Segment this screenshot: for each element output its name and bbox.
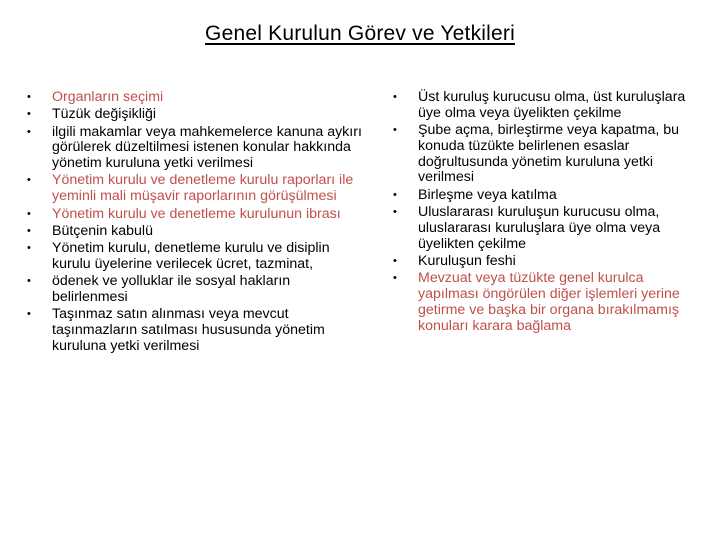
bullet-text: Şube açma, birleştirme veya kapatma, bu konuda tüzükte belirlenen esaslar doğrultusunda yönetim kuruluna yetki verilmesi (418, 122, 680, 186)
bullet-item (392, 123, 702, 186)
bullet-text: Yönetim kurulu ve denetleme kurulu raporları ile yeminli mali müşavir raporlarının görüşülmesi (52, 172, 354, 205)
bullet-text: Kuruluşun feshi (418, 252, 516, 269)
bullet-dot-icon: • (393, 188, 397, 201)
bullet-dot-icon: • (393, 254, 397, 267)
bullet-text: Yönetim kurulu, denetleme kurulu ve disiplin kurulu üyelerine verilecek ücret, tazminat, (52, 240, 330, 272)
bullet-dot-icon: • (393, 91, 397, 103)
bullet-item (26, 90, 366, 106)
bullet-item (26, 107, 366, 123)
bullet-text: ödenek ve yolluklar ile sosyal hakların belirlenmesi (52, 273, 291, 306)
left-bullet-list (26, 90, 366, 356)
bullet-dot-icon: • (27, 174, 31, 187)
bullet-item (26, 241, 366, 273)
bullet-dot-icon: • (393, 206, 397, 219)
bullet-dot-icon: • (27, 91, 31, 103)
bullet-text: Uluslararası kuruluşun kurucusu olma, uluslararası kuruluşlara üye olma veya üyelikten çekilme (418, 204, 661, 252)
bullet-dot-icon: • (27, 108, 31, 121)
bullet-text: Bütçenin kabulü (52, 222, 153, 239)
bullet-dot-icon: • (27, 242, 31, 255)
bullet-item (26, 307, 366, 354)
bullet-text: Tüzük değişikliği (52, 106, 157, 123)
bullet-item (26, 173, 366, 205)
bullet-dot-icon: • (27, 308, 31, 321)
bullet-item (392, 271, 702, 334)
bullet-text: Yönetim kurulu ve denetleme kurulunun ibrası (52, 205, 341, 222)
bullet-dot-icon: • (27, 125, 31, 138)
bullet-text: Mevzuat veya tüzükte genel kurulca yapılması öngörülen diğer işlemleri yerine getirme ve başka bir organa bırakılmamış konuları karara bağlama (418, 270, 680, 334)
bullet-dot-icon: • (27, 207, 31, 220)
bullet-item (392, 188, 702, 204)
bullet-text: Üst kuruluş kurucusu olma, üst kuruluşlara üye olma veya üyelikten çekilme (418, 89, 686, 121)
bullet-text: ilgili makamlar veya mahkemelerce kanuna aykırı görülerek düzeltilmesi istenen konular hakkında yönetim kuruluna yetki verilmesi (52, 123, 362, 172)
bullet-item (392, 205, 702, 252)
bullet-item (26, 125, 366, 172)
bullet-dot-icon: • (393, 124, 397, 137)
bullet-item (26, 207, 366, 223)
bullet-item (26, 274, 366, 306)
bullet-dot-icon: • (393, 272, 397, 285)
right-bullet-list (392, 90, 702, 336)
bullet-item (26, 224, 366, 240)
slide-title: Genel Kurulun Görev ve Yetkileri (205, 22, 515, 45)
bullet-text: Taşınmaz satın alınması veya mevcut taşınmazların satılması hususunda yönetim kuruluna yetki verilmesi (52, 306, 325, 354)
bullet-text: Organların seçimi (52, 89, 164, 105)
bullet-dot-icon: • (27, 224, 31, 237)
bullet-item (392, 254, 702, 270)
bullet-dot-icon: • (27, 275, 31, 288)
bullet-item (392, 90, 702, 122)
bullet-text: Birleşme veya katılma (418, 186, 557, 203)
